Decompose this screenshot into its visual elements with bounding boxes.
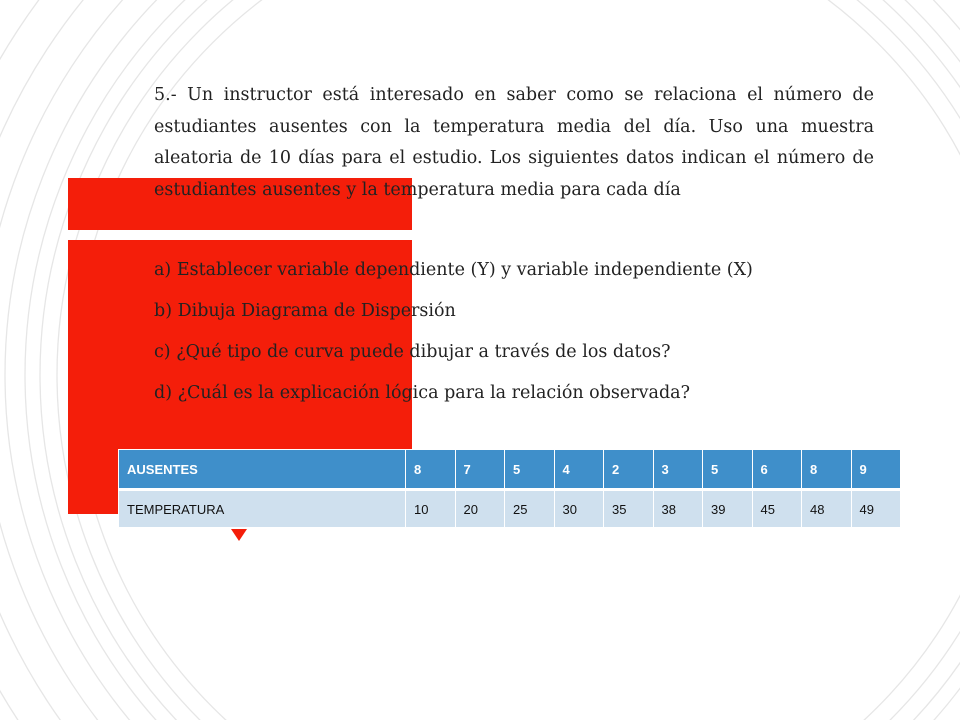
table-cell: 10 [406, 490, 456, 528]
red-arrow-down-icon [231, 529, 247, 541]
header-cell: 4 [554, 450, 604, 490]
header-cell: 8 [406, 450, 456, 490]
header-cell: 5 [703, 450, 753, 490]
row-label-cell: TEMPERATURA [119, 490, 406, 528]
table-cell: 45 [752, 490, 802, 528]
header-cell: 2 [604, 450, 654, 490]
question-list [154, 252, 874, 416]
data-table [118, 449, 901, 528]
question-d: d) ¿Cuál es la explicación lógica para la relación observada? [154, 383, 690, 403]
question-b: b) Dibuja Diagrama de Dispersión [154, 301, 456, 321]
table-cell: 25 [505, 490, 555, 528]
table-cell: 38 [653, 490, 703, 528]
question-a: a) Establecer variable dependiente (Y) y variable independiente (X) [154, 260, 753, 280]
table-cell: 30 [554, 490, 604, 528]
table-cell: 39 [703, 490, 753, 528]
header-label-cell: AUSENTES [119, 450, 406, 490]
header-cell: 9 [851, 450, 901, 490]
header-cell: 5 [505, 450, 555, 490]
header-cell: 7 [455, 450, 505, 490]
table-cell: 48 [802, 490, 852, 528]
table-cell: 35 [604, 490, 654, 528]
table-header-row [119, 450, 901, 490]
header-cell: 6 [752, 450, 802, 490]
header-cell: 8 [802, 450, 852, 490]
table-cell: 20 [455, 490, 505, 528]
question-c: c) ¿Qué tipo de curva puede dibujar a través de los datos? [154, 342, 671, 362]
problem-statement: 5.- Un instructor está interesado en saber como se relaciona el número de estudiantes ausentes con la temperatura media del día. Uso una muestra aleatoria de 10 días para el estudio. Los siguientes datos indican el número de estudiantes ausentes y la temperatura media para cada día [154, 85, 874, 200]
table-row [119, 490, 901, 528]
header-cell: 3 [653, 450, 703, 490]
table-cell: 49 [851, 490, 901, 528]
